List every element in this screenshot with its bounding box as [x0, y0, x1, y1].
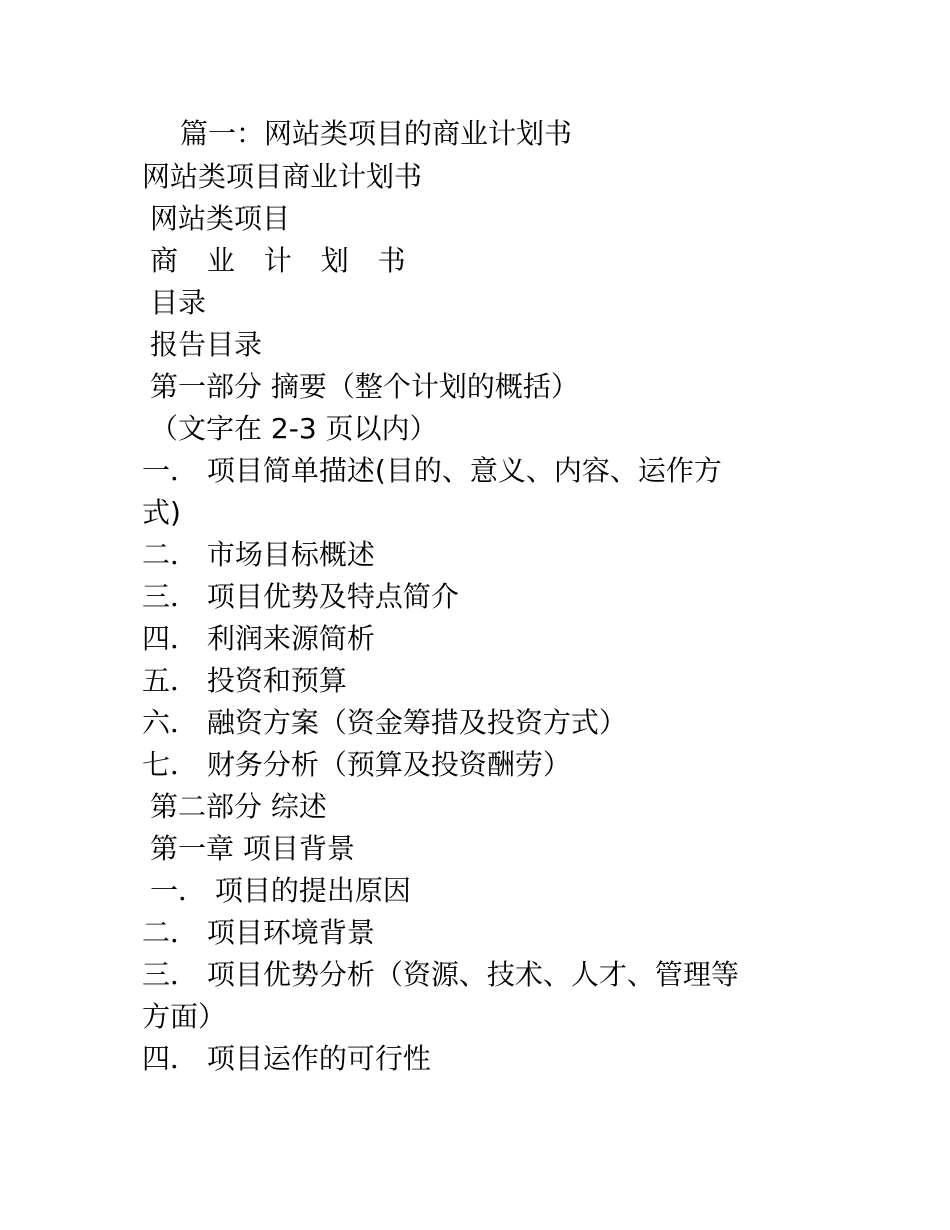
toc-item: 七． 财务分析（预算及投资酬劳）: [142, 748, 571, 781]
report-contents-heading: 报告目录: [150, 328, 263, 361]
chapter-item-continuation: 方面）: [142, 1000, 227, 1033]
toc-item: 一． 项目简单描述(目的、意义、内容、运作方: [142, 454, 722, 487]
chapter-item: 三． 项目优势分析（资源、技术、人才、管理等: [142, 958, 739, 991]
page-limit-note: （文字在 2-3 页以内）: [150, 412, 438, 445]
project-type-line: 网站类项目: [150, 202, 291, 235]
toc-item: 二． 市场目标概述: [142, 538, 375, 571]
toc-item-continuation: 式): [142, 496, 181, 529]
toc-item: 三． 项目优势及特点简介: [142, 580, 459, 613]
plan-title-line: 商 业 计 划 书: [150, 244, 416, 277]
chapter-item: 一． 项目的提出原因: [150, 874, 411, 907]
toc-item: 四． 利润来源简析: [142, 622, 375, 655]
contents-heading: 目录: [150, 286, 207, 319]
chapter-one-heading: 第一章 项目背景: [150, 832, 355, 865]
chapter-item: 四． 项目运作的可行性: [142, 1042, 431, 1075]
chapter-item: 二． 项目环境背景: [142, 916, 375, 949]
toc-item: 六． 融资方案（资金筹措及投资方式）: [142, 706, 627, 739]
toc-item: 五． 投资和预算: [142, 664, 347, 697]
document-heading: 网站类项目商业计划书: [142, 160, 423, 193]
part-two-heading: 第二部分 综述: [150, 790, 327, 823]
part-one-heading: 第一部分 摘要（整个计划的概括）: [150, 370, 579, 403]
document-title: 篇一：网站类项目的商业计划书: [180, 117, 573, 150]
